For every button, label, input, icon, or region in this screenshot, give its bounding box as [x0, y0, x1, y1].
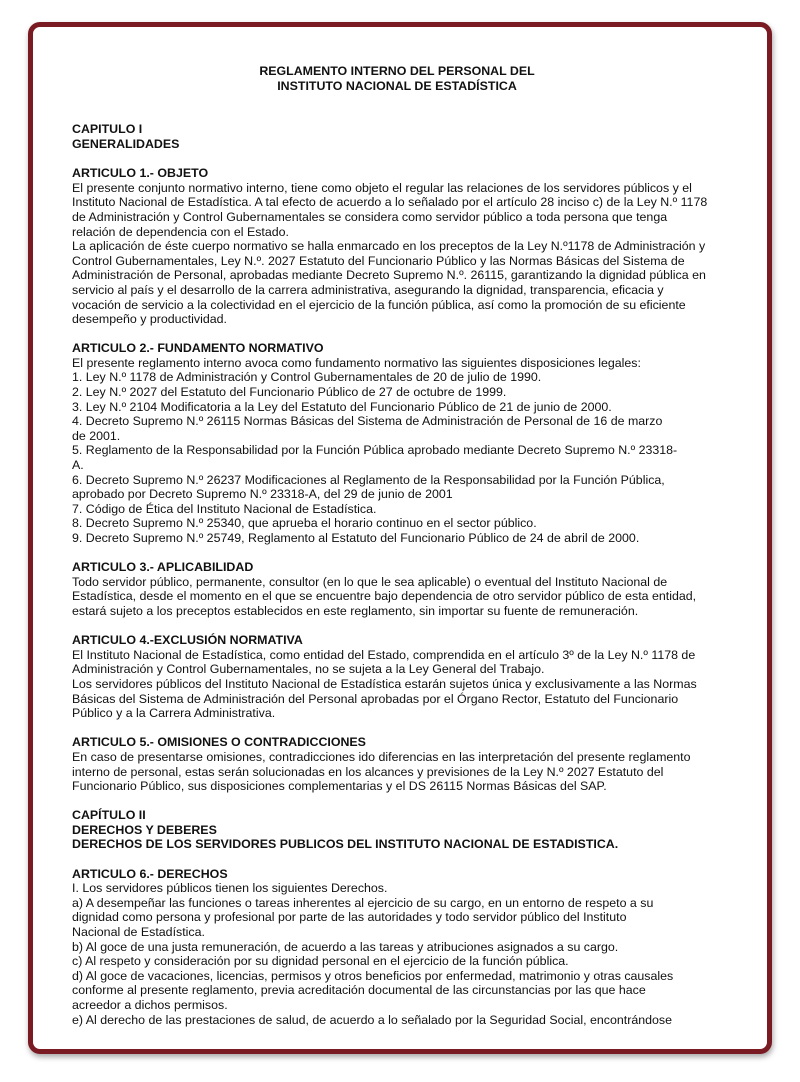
article-line: 9. Decreto Supremo N.º 25749, Reglamento al Estatuto del Funcionario Público de 24 de abril de 2000.	[72, 531, 640, 545]
article-line: estará sujeto a los preceptos establecidos en este reglamento, sin importar su fuente de remuneración.	[72, 603, 639, 618]
article-line: 1. Ley N.º 1178 de Administración y Control Gubernamentales de 20 de julio de 1990.	[72, 370, 542, 385]
chapter-1-name: GENERALIDADES	[72, 136, 180, 151]
article-line: dignidad como persona y profesional por parte de las autoridades y todo servidor público del Instituto	[72, 910, 627, 925]
article-line: a) A desempeñar las funciones o tareas inherentes al ejercicio de su cargo, en un entorno de respeto a su	[72, 895, 654, 910]
article-line: conforme al presente reglamento, previa acreditación documental de las circunstancias por las que hace	[72, 983, 646, 998]
document-title-line-2: INSTITUTO NACIONAL DE ESTADÍSTICA	[277, 78, 517, 93]
article-6	[72, 867, 722, 1028]
article-heading: ARTICULO 6.- DERECHOS	[72, 866, 228, 881]
article-line: Instituto Nacional de Estadística. A tal efecto de acuerdo a lo señalado por el artículo 28 inciso c) de la Ley N.º 1178	[72, 195, 708, 210]
article-line: 6. Decreto Supremo N.º 26237 Modificaciones al Reglamento de la Responsabilidad por la Función Pública,	[72, 472, 665, 487]
article-line: El presente conjunto normativo interno, tiene como objeto el regular las relaciones de los servidores públicos y el	[72, 180, 692, 195]
article-line: El Instituto Nacional de Estadística, como entidad del Estado, comprendida en el artículo 3º de la Ley N.º 1178 de	[72, 647, 696, 662]
article-line: 7. Código de Ética del Instituto Nacional de Estadística.	[72, 501, 377, 516]
article-line: 5. Reglamento de la Responsabilidad por la Función Pública aprobado mediante Decreto Supremo N.º 23318-	[72, 443, 678, 458]
document-body	[72, 64, 722, 1027]
article-line: 8. Decreto Supremo N.º 25340, que aprueba el horario continuo en el sector público.	[72, 516, 537, 531]
article-line: Estadística, desde el momento en el que se encuentre bajo dependencia de otro servidor público de esta entidad,	[72, 589, 697, 604]
article-line: Control Gubernamentales, Ley N.º. 2027 Estatuto del Funcionario Público y las Normas Básicas del Sistema de	[72, 253, 685, 268]
article-line: vocación de servicio a la colectividad en el ejercicio de la función pública, así como la promoción de su eficiente	[72, 297, 686, 312]
article-line: En caso de presentarse omisiones, contradicciones ido diferencias en las interpretación del presente reglamento	[72, 749, 691, 764]
article-line: 3. Ley N.º 2104 Modificatoria a la Ley del Estatuto del Funcionario Público de 21 de junio de 2000.	[72, 399, 612, 414]
article-line: Funcionario Público, sus disposiciones complementarias y el DS 26115 Normas Básicas del SAP.	[72, 779, 607, 794]
article-line: relación de dependencia con el Estado.	[72, 224, 289, 239]
article-line: Público y a la Carrera Administrativa.	[72, 706, 276, 721]
article-line: Básicas del Sistema de Administración del Personal aprobadas por el Órgano Rector, Estatuto del Funcionario	[72, 691, 679, 706]
article-line: aprobado por Decreto Supremo N.º 23318-A, del 29 de junio de 2001	[72, 487, 453, 502]
article-3	[72, 560, 722, 618]
article-2	[72, 341, 722, 545]
article-line: e) Al derecho de las prestaciones de salud, de acuerdo a lo señalado por la Seguridad Social, encontrándose	[72, 1012, 672, 1027]
article-line: c) Al respeto y consideración por su dignidad personal en el ejercicio de la función pública.	[72, 954, 569, 969]
article-heading: ARTICULO 5.- OMISIONES O CONTRADICCIONES	[72, 735, 366, 750]
article-line: Administración y Control Gubernamentales, no se sujeta a la Ley General del Trabajo.	[72, 662, 545, 677]
document-title-line-1: REGLAMENTO INTERNO DEL PERSONAL DEL	[259, 64, 535, 78]
article-line: I. Los servidores públicos tienen los siguientes Derechos.	[72, 881, 388, 896]
article-heading: ARTICULO 3.- APLICABILIDAD	[72, 560, 254, 575]
article-heading: ARTICULO 4.-EXCLUSIÓN NORMATIVA	[72, 633, 303, 648]
article-line: de Administración y Control Gubernamentales se considera como servidor público a toda persona que tenga	[72, 209, 668, 224]
article-1	[72, 166, 722, 327]
chapter-2-name: DERECHOS Y DEBERES	[72, 822, 217, 837]
article-line: Los servidores públicos del Instituto Nacional de Estadística estarán sujetos única y exclusivamente a las Normas	[72, 676, 697, 691]
article-heading: ARTICULO 1.- OBJETO	[72, 166, 209, 181]
article-5	[72, 735, 722, 793]
article-line: Todo servidor público, permanente, consultor (en lo que le sea aplicable) o eventual del Instituto Nacional de	[72, 574, 668, 589]
chapter-1-label: CAPITULO I	[72, 122, 143, 137]
article-line: Administración de Personal, aprobadas mediante Decreto Supremo N.º. 26115, garantizando la dignidad pública en	[72, 268, 706, 283]
article-line: El presente reglamento interno avoca como fundamento normativo las siguientes disposiciones legales:	[72, 355, 641, 370]
article-line: b) Al goce de una justa remuneración, de acuerdo a las tareas y atribuciones asignados a su cargo.	[72, 939, 619, 954]
article-line: 4. Decreto Supremo N.º 26115 Normas Básicas del Sistema de Administración de Personal de 16 de marzo	[72, 414, 663, 429]
article-line: Nacional de Estadística.	[72, 925, 205, 940]
article-line: interno de personal, estas serán solucionadas en los alcances y previsiones de la Ley N.º 2027 Estatuto del	[72, 764, 664, 779]
article-line: A.	[72, 458, 84, 473]
article-line: 2. Ley N.º 2027 del Estatuto del Funcionario Público de 27 de octubre de 1999.	[72, 385, 507, 400]
chapter-2-label: CAPÍTULO II	[72, 808, 146, 823]
article-heading: ARTICULO 2.- FUNDAMENTO NORMATIVO	[72, 341, 324, 356]
article-line: acreedor a dichos permisos.	[72, 998, 228, 1012]
article-line: servicio al país y el desarrollo de la carrera administrativa, asegurando la dignidad, transparencia, eficacia y	[72, 282, 664, 297]
article-line: La aplicación de éste cuerpo normativo se halla enmarcado en los preceptos de la Ley N.º1178 de Administración y	[72, 239, 706, 254]
chapter-2-subtitle: DERECHOS DE LOS SERVIDORES PUBLICOS DEL INSTITUTO NACIONAL DE ESTADISTICA.	[72, 837, 619, 852]
article-line: de 2001.	[72, 428, 121, 443]
article-4	[72, 633, 722, 721]
article-line: d) Al goce de vacaciones, licencias, permisos y otros beneficios por enfermedad, matrimonio y otras causales	[72, 968, 674, 983]
article-line: desempeño y productividad.	[72, 312, 227, 327]
